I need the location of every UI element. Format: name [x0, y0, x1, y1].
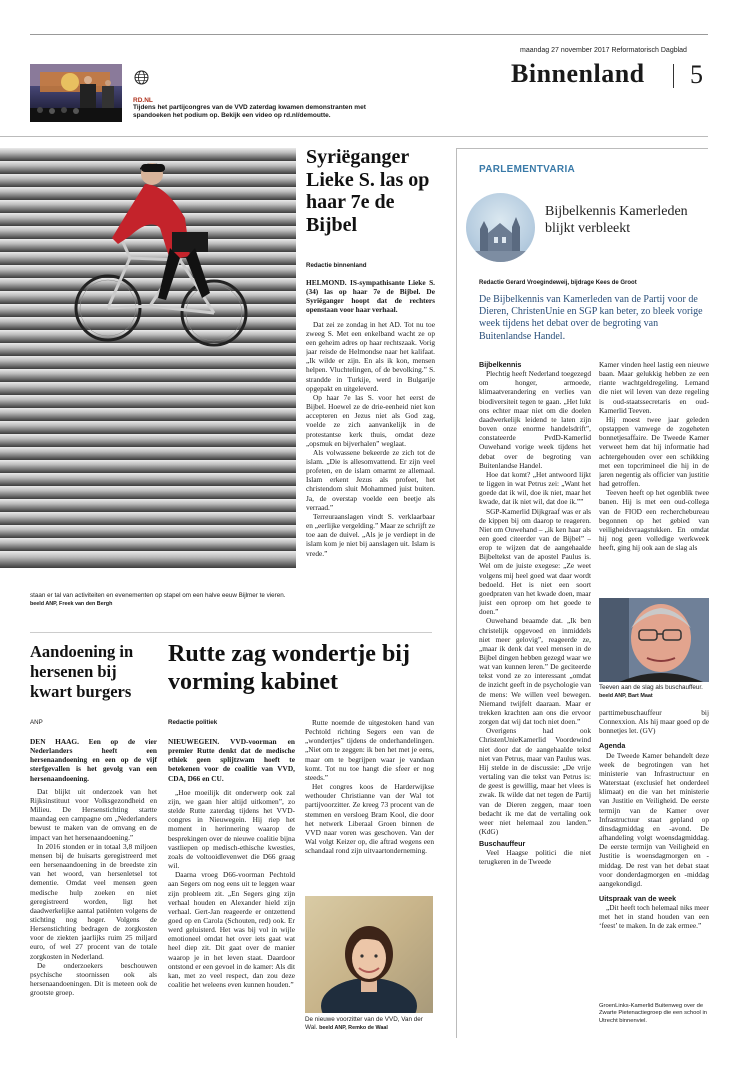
rutte-headline: Rutte zag wondertje bij vorming kabinet	[168, 641, 410, 695]
parlement-label: PARLEMENTVARIA	[479, 164, 576, 175]
middle-rule	[30, 632, 432, 633]
parlement-paragraph: Kamer vinden heel lastig een nieuwe baan. Maar gelukkig hebben ze een riante wachtgeldregeling. Lemand die niet wil leven van deze regeling is oud-staatssecretaris en oud-Kamerlid Teeven.	[599, 360, 709, 415]
photo-credit: beeld ANP, Freek van den Bergh	[30, 601, 113, 607]
rutte-byline: Redactie politiek	[168, 719, 218, 726]
syrie-byline: Redactie binnenland	[306, 262, 367, 269]
parlement-intro: De Bijbelkennis van Kamerleden van de Partij voor de Dieren, ChristenUnie en SGP kan beter, zo bleek vorige week tijdens het debat over de begroting van Buitenlandse Handel.	[479, 294, 703, 342]
parlement-byline: Redactie Gerard Vroegindeweij, bijdrage Kees de Groot	[479, 280, 637, 286]
rutte-body-col2	[305, 718, 434, 896]
rutte-paragraph: Daarna vroeg D66-voorman Pechtold aan Segers om nog eens uit te leggen waar zijn probleem zit. „En Segers ging zijn verhaal houden en Alexander hield zijn verhaal. Gert-Jan reageerde er ontzettend goed op en Carola (Schouten, red) ook. Er werd geluisterd. Het was bij vol in wijle emotioneel omdat het over iets gaat wat heel diep zit. Dit gaat over de manier waarop je in het leven staat. Daardoor ontstond er een gevoel in de kamer: Als dit kan, met zo veel respect, dan zou deze coalitie het weleens even kunnen houden.”	[168, 870, 295, 990]
rutte-lead: NIEUWEGEIN. VVD-voorman en premier Rutte denkt dat de medische ethiek geen splijtzwam hoeft te betekenen voor de coalitie van VVD, CDA, D66 en CU.	[168, 737, 295, 783]
subhead: Buschauffeur	[479, 839, 526, 849]
hersenen-paragraph: De onderzoekers beschouwen psychische stoornissen ook als hersenaandoeningen. Dit is meteen ook de grootste groep.	[30, 960, 157, 998]
caption-text: De nieuwe voorzitter van de VVD, Van der Wal.	[305, 1016, 423, 1031]
syrie-paragraph: Als volwassene bekeerde ze zich tot de islam. „Die is allesomvattend. Er zijn veel profeten, en de islam omarmt ze allemaal. Islam erkent Jezus als profeet, het christendom sluit Mohammed juist buiten. Ja, de overstap voelde een beetje als verraad.”	[306, 447, 435, 512]
rutte-body-col1	[168, 737, 295, 1037]
parlement-paragraph: Ouwehand beaamde dat. „Ik ben christelijk opgevoed en inmiddels niet meer gelovig”, reageerde ze, „maar ik denk dat veel mensen in de Bijbel dingen hebben gezegd waar we wat van kunnen leren.” De geciteerde tekst vond ze zo interessant „omdat de inzicht geeft in de psychologie van de mens: We willen veel bewegen. Niemand twijfelt daaraan. Maar er trekken krachten aan ons die ervoor zorgen dat wij dat toch niet doen.”	[479, 616, 591, 727]
syrie-paragraph: Dat zei ze zondag in het AD. Tot nu toe zweeg S. Met een enkelband wacht ze op een geheim adres op haar rechtszaak. Vorig jaar reisde de Helmondse naar het kalifaat. „Ik wilde er zijn. En als ik kon, mensen helpen. Vluchtelingen, of de bevolking.” S. strandde in Turkije, werd in Bulgarije opgepakt en uitgeleverd.	[306, 319, 435, 393]
section-title: Binnenland	[511, 59, 645, 88]
photo-credit: beeld ANP, Remko de Waal	[319, 1025, 388, 1031]
parlement-paragraph: Veel Haagse politici die niet terugkeren in de Tweede	[479, 848, 591, 867]
header-rule	[0, 136, 708, 137]
vanderwal-caption	[305, 1016, 435, 1032]
binnenhof-icon	[466, 193, 535, 262]
parlement-paragraph: De Tweede Kamer behandelt deze week de begrotingen van het ministerie van Infrastructuur en Waterstaat (exclusief het onderdeel klimaat) en die van het ministerie van Justitie en Veiligheid. De eerste termijn van de Kamer over Infrastructuur staat gepland op dinsdagmiddag en -avond. De afhandeling volgt woensdagmiddag. De eerste termijn van Veiligheid en Justitie is woensdagmorgen en -middag. De rest van het debat staat voor donderdagmorgen en -middag aangekondigd.	[599, 750, 709, 888]
paper-name: Reformatorisch Dagblad	[611, 47, 687, 54]
subhead: Bijbelkennis	[479, 360, 522, 369]
hersenen-paragraph: In 2016 stonden er in totaal 3,8 miljoen mensen bij de huisarts geregistreerd met een hersenaandoening in de breedste zin van het woord, van hersenletsel tot dementie. Omdat veel mensen geen medische hulp zoeken en niet geregistreerd worden, ligt het daadwerkelijke aantal patiënten volgens de stichting nog hoger. Volgens de Hersenstichting bedragen de zorgkosten voor de ziekten jaarlijks ruim 25 miljard euro, of wel 27 procent van de totale zorgkosten in Nederland.	[30, 841, 157, 961]
parlement-paragraph: parttimebuschauffeur bij Connexxion. Als hij maar goed op de bonnetjes let. (GV)	[599, 708, 709, 736]
syrie-body	[306, 278, 435, 620]
parlement-paragraph: Hij moest twee jaar geleden opstappen vanwege de zogeheten bonnetjesaffaire. De Tweede Kamer verweet hem dat hij informatie had achtergehouden over een schikking met een topcrimineel die hij in de jaren negentig als officier van justitie had getroffen.	[599, 414, 709, 489]
publication-date: maandag 27 november 2017	[520, 47, 610, 54]
syrie-paragraph: Op haar 7e las S. voor het eerst de Bijbel. Hoewel ze de drie-eenheid niet kon accepteren en Jezus niet als God zag, voelde ze zich aanvankelijk in de protestantse kerk thuis, omdat deze „opsmuk en bijverhalen” weglaat.	[306, 392, 435, 448]
page-number: 5	[690, 60, 703, 89]
quote-source: GroenLinks-Kamerlid Buitenweg over de Zwarte Pietenactiegroep die een school in Utrecht binnenviel.	[599, 1003, 707, 1024]
syrie-paragraph: Terreuraanslagen vindt S. verklaarbaar en „eerlijke vergelding.” Maar ze schrijft ze toe aan de duivel. „Als je je verdiept in de islam kom je niet bij aanslagen uit. Islam is vrede.”	[306, 511, 435, 558]
stairs-image	[0, 148, 296, 568]
parlement-paragraph: Plechtig heeft Nederland toegezegd om honger, armoede, klimaatverandering en verlies van biodiversiteit tegen te gaan. „Het lukt ons echter maar niet om die doelen daadwerkelijk leidend te laten zijn boven onze enorme handelsdrift”, constateerde PvdD-Kamerlid Ouwehand vorige week tijdens het debat over de begroting van Buitenlandse Handel.	[479, 369, 591, 470]
hersenen-body	[30, 737, 157, 1037]
hersenen-headline: Aandoening in hersenen bij kwart burgers	[30, 642, 134, 701]
bike-photo-caption	[30, 592, 292, 608]
hersenen-paragraph: Dat blijkt uit onderzoek van het Rijksinstituut voor Volksgezondheid en Milieu. De Hersenstichting startte maandag een campagne om „Nederlanders bewust te maken van de omvang en de impact van het hersenaandoening.”	[30, 786, 157, 842]
photo-credit: beeld ANP, Bart Maat	[599, 693, 653, 699]
promo-text[interactable]: Tijdens het partijcongres van de VVD zaterdag kwamen demonstranten met spandoeken het podium op. Bekijk een video op rd.nl/demoutte.	[133, 104, 366, 119]
bike-photo	[0, 148, 296, 568]
vanderwal-photo	[305, 896, 433, 1013]
promo-photo	[30, 64, 122, 122]
parlement-paragraph: Overigens had ook ChristenUnieKamerlid Voordewind niet door dat de aangehaalde tekst niet van Petrus, maar van Paulus was. Hij stelde in de discussie: „De vrije vertaling van die tekst van Petrus is: de geest is gewillig, maar het vlees is zwak. Ik wilde dat net tegen de Partij van de Dieren zeggen, maar toen bedacht ik me dat de vertaling ook weer niet helemaal zou landen.” (KdG)	[479, 726, 591, 836]
rutte-paragraph: Rutte noemde de uitgestoken hand van Pechtold richting Segers een van de „wondertjes” tijdens de onderhandelingen. „Niet om te zeggen: ik ben het met je eens, maar om te begrijpen waar je vandaan komt. Tot nu toe hangt die sfeer er nog steeds.”	[305, 718, 434, 782]
promo-thumbnail[interactable]	[30, 64, 122, 122]
parlement-paragraph: „Dit heeft toch helemaal niks meer met het in stand houden van een ‘feest’ te maken. In de zak ermee.”	[599, 903, 709, 931]
date-line	[520, 47, 687, 54]
parlement-headline: Bijbelkennis Kamerleden blijkt verbleekt	[545, 204, 688, 236]
parlement-col1	[479, 360, 591, 1036]
hersenen-byline: ANP	[30, 719, 43, 726]
hersenen-lead: DEN HAAG. Een op de vier Nederlanders heeft een hersenaandoening en een op de vijf sterfgevallen is het gevolg van een hersenaandoening.	[30, 737, 157, 783]
top-rule	[30, 34, 708, 35]
subhead: Uitspraak van de week	[599, 893, 677, 903]
caption-text: Teeven aan de slag als buschauffeur.	[599, 684, 703, 691]
syrie-lead: HELMOND. IS-sympathisante Lieke S. (34) las op haar 7e de Bijbel. De Syriëganger hoopt dat de rechters openstaan voor haar verhaal.	[306, 278, 435, 315]
teeven-caption	[599, 684, 709, 700]
syrie-headline: Syriëganger Lieke S. las op haar 7e de Bijbel	[306, 146, 430, 236]
parlement-col2-bottom	[599, 708, 709, 1014]
section-divider	[673, 64, 674, 88]
parlement-paragraph: Hoe dat komt? „Het antwoord lijkt te liggen in wat Petrus zei: „Want het goede dat ik wil, doe ik niet, maar het kwade, dat ik niet wil, dat doe ik.””	[479, 469, 591, 507]
rutte-paragraph: Het congres koos de Harderwijkse wethouder Christianne van der Wal tot partijvoorzitter. Ze kreeg 73 procent van de stemmen en versloeg Bram Kool, die door het netwerk Liberaal Groen binnen de VVD naar voren was geschoven. Van der Wal volgt Keizer op, die aftrad wegens een schandaal rond zijn uitvaartonderneming.	[305, 782, 434, 856]
caption-text: staan er tal van activiteiten en evenementen op stapel om een halve eeuw Bijlmer te vieren.	[30, 592, 286, 599]
parlement-col2-top	[599, 360, 709, 596]
parlement-paragraph: SGP-Kamerlid Dijkgraaf was er als de kippen bij om daarop te reageren. Niet om Ouwehand – „ik ken haar als een goed citeerder van de Bijbel” – erop te wijzen dat de aangehaalde Bijbeltekst van de apostel Paulus is. Wel om de juiste exegese: „Ze weet volgens mij heel goed wat daar wordt bedoeld. Het is niet een soort goedpraten van het kwade doen, maar juist een oproep om het goede te doen.”	[479, 506, 591, 617]
rutte-paragraph: „Hoe moeilijk dit onderwerp ook zal zijn, we gaan hier altijd uitkomen”, zo stelde Rutte zaterdag tijdens het VVD-congres in Nieuwegein. Hij riep het moment in herinnering waarop de besprekingen over de nieuwe coalitie bijna vastliepen op medisch-ethische kwesties, zoals de voltooidlevenwet die D66 graag wil.	[168, 787, 295, 871]
globe-icon	[134, 70, 149, 90]
promo-source: RD.NL	[133, 97, 153, 104]
parlement-paragraph: Teeven heeft op het ogenblik twee banen. Hij is met een oud-collega van de FIOD een recherchebureau begonnen op het gebied van veiligheidsvraagstukken. En omdat hij nog geen volledige werkweek heeft, ging hij ook aan de slag als	[599, 488, 709, 553]
teeven-photo	[599, 598, 709, 682]
subhead: Agenda	[599, 741, 626, 751]
